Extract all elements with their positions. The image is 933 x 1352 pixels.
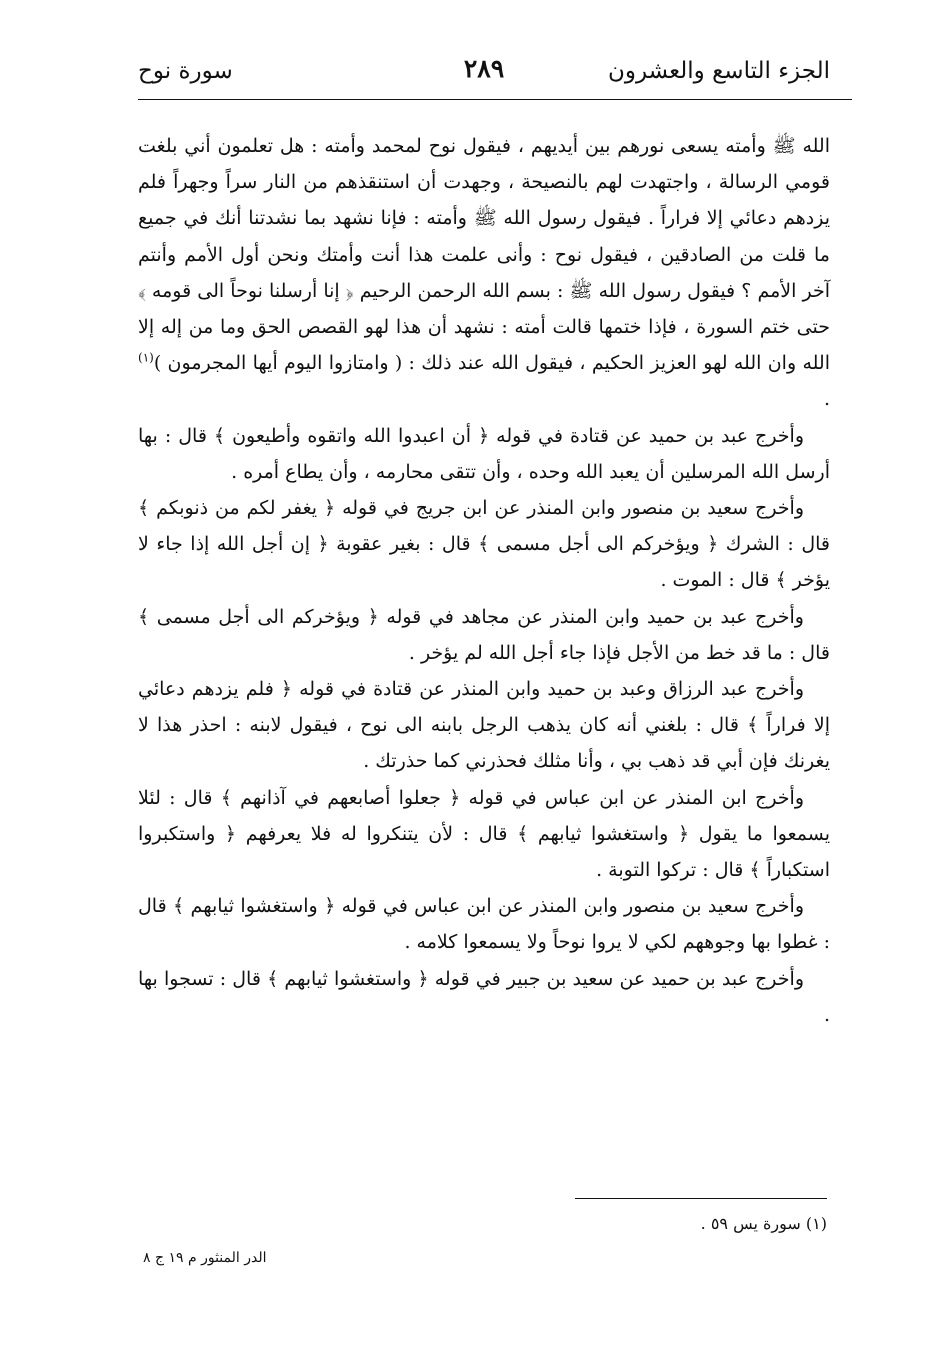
juz-title: الجزء التاسع والعشرون xyxy=(607,58,830,84)
footnote: (١) سورة يس ٥٩ . xyxy=(700,1214,827,1233)
page-header xyxy=(138,52,830,98)
main-text xyxy=(138,128,830,1033)
paragraph-4: وأخرج عبد بن حميد وابن المنذر عن مجاهد في قوله ﴿ ويؤخركم الى أجل مسمى ﴾ قال : ما قد خط من الأجل فإذا جاء أجل الله لم يؤخر . xyxy=(138,605,830,664)
header-divider xyxy=(138,99,852,100)
surah-title: سورة نوح xyxy=(138,58,233,84)
paragraph-1 xyxy=(138,128,830,418)
paragraph-text: الله ﷺ وأمته يسعى نورهم بين أيديهم ، فيقول نوح لمحمد وأمته : هل تعلمون أني بلغت قومي الرسالة ، واجتهدت لهم بالنصيحة ، وجهدت أن استنقذهم من النار سراً وجهراً فلم يزدهم دعائي إلا فراراً . فيقول رسول الله ﷺ وأمته : فإنا نشهد بما نشدتنا أنك في جميع ما قلت من الصادقين ، فيقول نوح : وأنى علمت هذا أنت وأمتك ونحن أول الأمم وأنتم آخر الأمم ؟ فيقول رسول الله ﷺ : بسم الله الرحمن الرحيم ﴿ إنا أرسلنا نوحاً الى قومه ﴾ حتى ختم السورة ، فإذا ختمها قالت أمته : نشهد أن هذا لهو القصص الحق وما من إله إلا الله وان الله لهو العزيز الحكيم ، فيقول الله عند ذلك : ( وامتازوا اليوم أيها المجرمون ) xyxy=(138,135,830,375)
paragraph-2: وأخرج عبد بن حميد عن قتادة في قوله ﴿ أن اعبدوا الله واتقوه وأطيعون ﴾ قال : بها أرسل الله المرسلين أن يعبد الله وحده ، وأن تتقى محارمه ، وأن يطاع أمره . xyxy=(138,424,830,483)
paragraph-6: وأخرج ابن المنذر عن ابن عباس في قوله ﴿ جعلوا أصابعهم في آذانهم ﴾ قال : لئلا يسمعوا ما يقول ﴿ واستغشوا ثيابهم ﴾ قال : لأن يتنكروا له فلا يعرفهم ﴿ واستكبروا استكباراً ﴾ قال : تركوا التوبة . xyxy=(138,786,830,882)
paragraph-3: وأخرج سعيد بن منصور وابن المنذر عن ابن جريج في قوله ﴿ يغفر لكم من ذنوبكم ﴾ قال : الشرك ﴿ ويؤخركم الى أجل مسمى ﴾ قال : بغير عقوبة ﴿ إن أجل الله إذا جاء لا يؤخر ﴾ قال : الموت . xyxy=(138,497,830,592)
footnote-divider xyxy=(575,1198,827,1199)
paragraph-tail: . xyxy=(823,388,830,411)
paragraph-5: وأخرج عبد الرزاق وعبد بن حميد وابن المنذر عن قتادة في قوله ﴿ فلم يزدهم دعائي إلا فراراً ﴾ قال : بلغني أنه كان يذهب الرجل بابنه الى نوح ، فيقول لابنه : احذر هذا لا يغرنك فإن أبي قد ذهب بي ، وأنا مثلك فحذرني كما حذرتك . xyxy=(138,678,830,773)
paragraph-7: وأخرج سعيد بن منصور وابن المنذر عن ابن عباس في قوله ﴿ واستغشوا ثيابهم ﴾ قال : غطوا بها وجوههم لكي لا يروا نوحاً ولا يسمعوا كلامه . xyxy=(138,895,830,954)
page-number: ٢٨٩ xyxy=(463,54,505,83)
footnote-reference: (١) xyxy=(138,350,154,365)
signature-mark: الدر المنثور م ١٩ ج ٨ xyxy=(143,1250,267,1266)
paragraph-8: وأخرج عبد بن حميد عن سعيد بن جبير في قوله ﴿ واستغشوا ثيابهم ﴾ قال : تسجوا بها . xyxy=(138,967,830,1026)
